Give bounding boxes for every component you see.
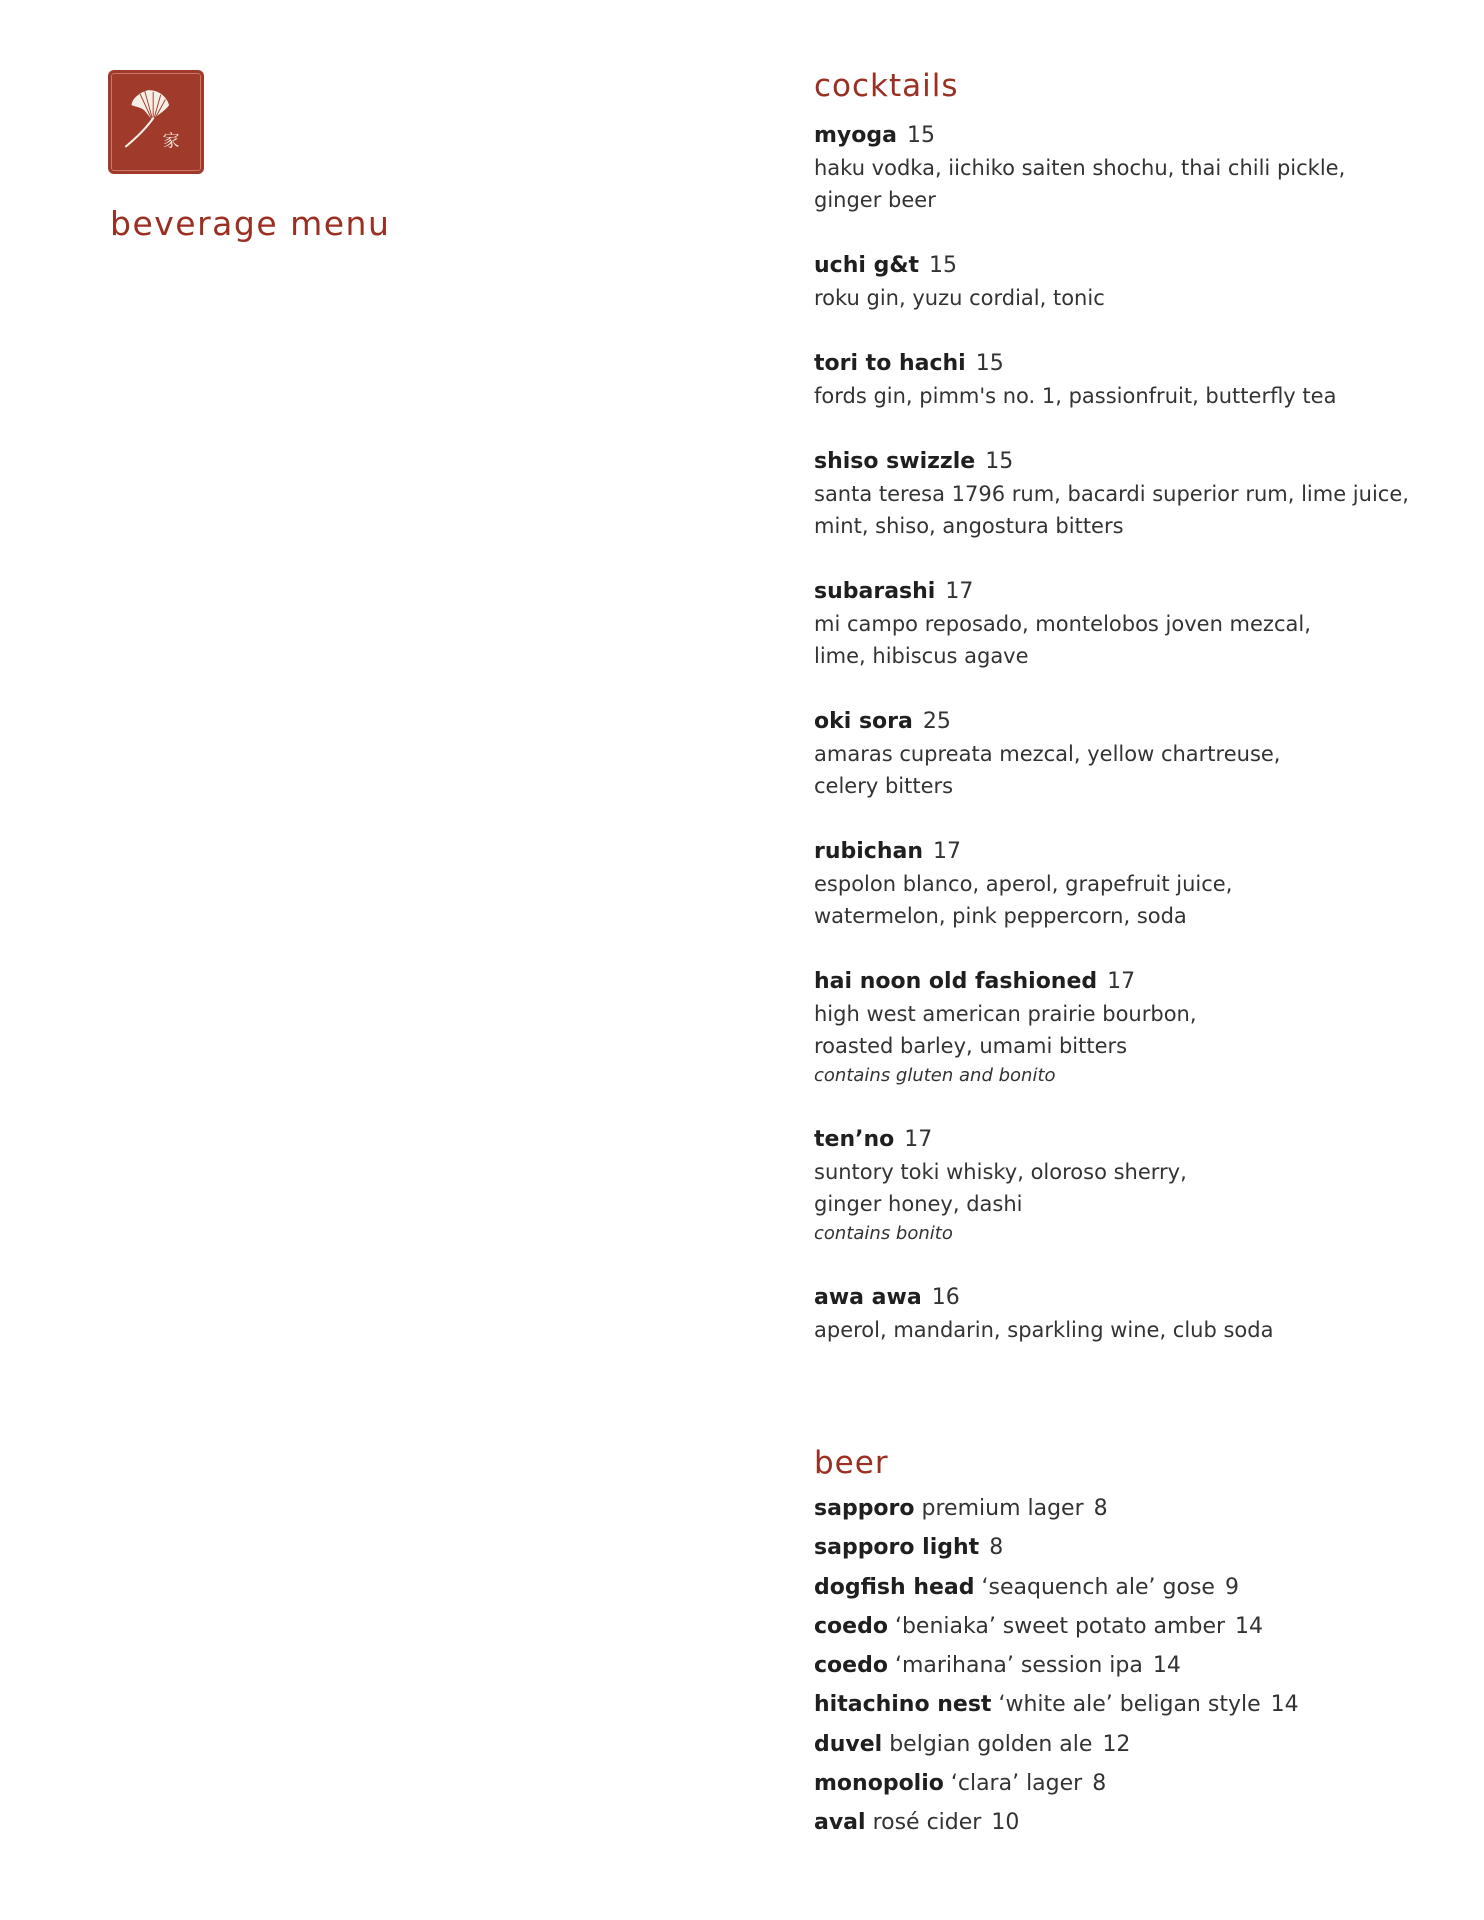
- cocktail-item: [814, 706, 1434, 802]
- cocktail-title-line: [814, 348, 1434, 380]
- beer-style: belgian golden ale: [889, 1731, 1093, 1757]
- cocktail-item: [814, 836, 1434, 932]
- beer-style: rosé cider: [872, 1810, 982, 1836]
- beer-item: [814, 1764, 1434, 1803]
- cocktail-item: [814, 1282, 1434, 1346]
- beer-style: ‘beniaka’ sweet potato amber: [894, 1613, 1226, 1639]
- cocktail-description: fords gin, pimm's no. 1, passionfruit, butterfly tea: [814, 384, 1337, 408]
- beer-item: [814, 1725, 1434, 1764]
- cocktail-title-line: [814, 120, 1434, 152]
- cocktail-description: roku gin, yuzu cordial, tonic: [814, 286, 1105, 310]
- ginkgo-logo: [108, 70, 204, 174]
- beer-style: ‘white ale’ beligan style: [998, 1692, 1261, 1718]
- cocktail-price: 17: [945, 579, 974, 604]
- cocktail-price: 25: [922, 709, 951, 734]
- cocktail-title-line: [814, 576, 1434, 608]
- beer-style: ‘marihana’ session ipa: [894, 1653, 1143, 1679]
- cocktail-list: [814, 120, 1434, 1346]
- cocktail-description: mi campo reposado, montelobos joven mezcal,: [814, 612, 1311, 636]
- beer-price: 14: [1270, 1692, 1299, 1718]
- cocktail-name: awa awa: [814, 1285, 922, 1310]
- cocktail-name: shiso swizzle: [814, 449, 976, 474]
- cocktail-price: 15: [975, 351, 1004, 376]
- menu-title: beverage menu: [110, 204, 391, 243]
- cocktail-description: roasted barley, umami bitters: [814, 1034, 1128, 1058]
- cocktail-item: [814, 576, 1434, 672]
- cocktail-price: 17: [1107, 969, 1136, 994]
- beer-price: 9: [1224, 1574, 1239, 1600]
- cocktails-heading: cocktails: [814, 68, 959, 104]
- beer-item: [814, 1646, 1434, 1685]
- beer-brand: coedo: [814, 1613, 888, 1639]
- cocktail-description: haku vodka, iichiko saiten shochu, thai chili pickle,: [814, 156, 1346, 180]
- cocktail-name: tori to hachi: [814, 351, 966, 376]
- beer-item: [814, 1803, 1434, 1842]
- cocktail-price: 17: [933, 839, 962, 864]
- cocktail-title-line: [814, 1282, 1434, 1314]
- cocktail-item: [814, 446, 1434, 542]
- cocktail-name: uchi g&t: [814, 253, 920, 278]
- cocktail-price: 17: [904, 1127, 933, 1152]
- cocktail-price: 16: [931, 1285, 960, 1310]
- cocktail-description: espolon blanco, aperol, grapefruit juice,: [814, 872, 1233, 896]
- beer-item: [814, 1685, 1434, 1724]
- cocktail-allergen-note: contains gluten and bonito: [814, 1065, 1056, 1086]
- beer-brand: hitachino nest: [814, 1692, 992, 1718]
- beer-price: 12: [1102, 1731, 1131, 1757]
- cocktail-title-line: [814, 250, 1434, 282]
- cocktail-description: aperol, mandarin, sparkling wine, club soda: [814, 1318, 1274, 1342]
- beer-style: ‘seaquench ale’ gose: [981, 1574, 1215, 1600]
- cocktail-item: [814, 966, 1434, 1090]
- beer-price: 14: [1152, 1653, 1181, 1679]
- cocktail-item: [814, 120, 1434, 216]
- beer-item: [814, 1489, 1434, 1528]
- cocktail-description: ginger honey, dashi: [814, 1192, 1023, 1216]
- beer-price: 8: [1092, 1771, 1107, 1797]
- cocktail-name: oki sora: [814, 709, 913, 734]
- beer-brand: duvel: [814, 1731, 883, 1757]
- beer-style: premium lager: [921, 1496, 1084, 1521]
- cocktail-name: myoga: [814, 123, 897, 148]
- cocktail-description: amaras cupreata mezcal, yellow chartreuse,: [814, 742, 1281, 766]
- beer-price: 10: [991, 1810, 1020, 1836]
- cocktail-description: watermelon, pink peppercorn, soda: [814, 904, 1187, 928]
- beer-price: 14: [1235, 1613, 1264, 1639]
- cocktail-description: high west american prairie bourbon,: [814, 1002, 1197, 1026]
- cocktail-item: [814, 348, 1434, 412]
- beer-price: 8: [989, 1535, 1004, 1561]
- cocktail-title-line: [814, 706, 1434, 738]
- beer-brand: aval: [814, 1810, 866, 1836]
- cocktail-title-line: [814, 446, 1434, 478]
- cocktail-name: rubichan: [814, 839, 924, 864]
- cocktail-item: [814, 250, 1434, 314]
- cocktail-description: celery bitters: [814, 774, 954, 798]
- beer-price: 8: [1093, 1496, 1108, 1521]
- beer-heading: beer: [814, 1445, 889, 1481]
- cocktail-allergen-note: contains bonito: [814, 1223, 953, 1244]
- cocktail-description: lime, hibiscus agave: [814, 644, 1029, 668]
- cocktail-item: [814, 1124, 1434, 1248]
- cocktail-title-line: [814, 1124, 1434, 1156]
- beer-brand: coedo: [814, 1653, 888, 1679]
- beer-item: [814, 1568, 1434, 1607]
- cocktail-description: mint, shiso, angostura bitters: [814, 514, 1124, 538]
- beer-section: [814, 1443, 1434, 1843]
- beer-brand: monopolio: [814, 1771, 944, 1797]
- beer-brand: dogfish head: [814, 1574, 975, 1600]
- cocktail-price: 15: [906, 123, 935, 148]
- ginkgo-leaf-icon: [111, 73, 201, 171]
- cocktail-name: ten’no: [814, 1127, 895, 1152]
- cocktail-price: 15: [929, 253, 958, 278]
- beer-style: ‘clara’ lager: [950, 1771, 1083, 1797]
- cocktail-title-line: [814, 966, 1434, 998]
- cocktail-description: ginger beer: [814, 188, 936, 212]
- cocktail-description: suntory toki whisky, oloroso sherry,: [814, 1160, 1187, 1184]
- beer-list: [814, 1489, 1434, 1843]
- cocktail-title-line: [814, 836, 1434, 868]
- beer-item: [814, 1607, 1434, 1646]
- cocktails-section: [814, 66, 1434, 1380]
- cocktail-description: santa teresa 1796 rum, bacardi superior rum, lime juice,: [814, 482, 1409, 506]
- beer-brand: sapporo: [814, 1496, 915, 1521]
- logo-glyph: 家: [162, 130, 180, 151]
- beer-item: [814, 1528, 1434, 1567]
- cocktail-price: 15: [985, 449, 1014, 474]
- cocktail-name: hai noon old fashioned: [814, 969, 1098, 994]
- beer-brand: sapporo light: [814, 1535, 980, 1561]
- cocktail-name: subarashi: [814, 579, 936, 604]
